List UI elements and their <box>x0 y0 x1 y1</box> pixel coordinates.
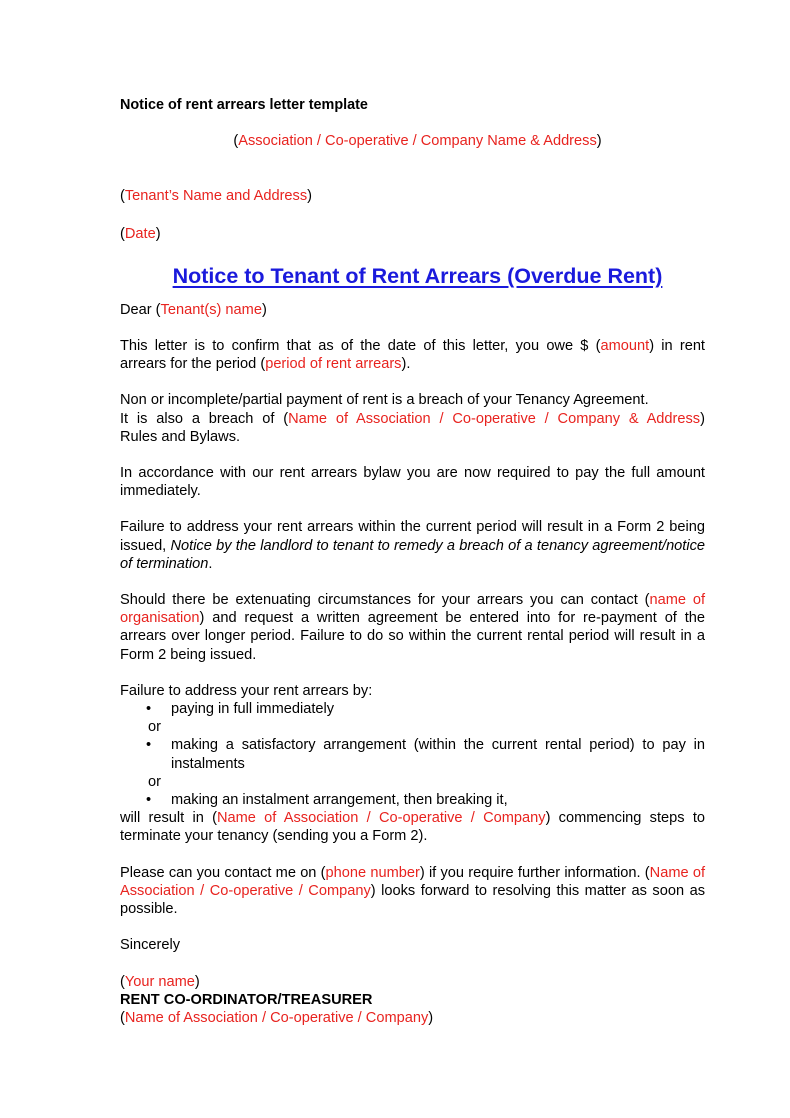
para2-text-b: ) <box>700 410 705 427</box>
or-connector: or <box>148 773 161 790</box>
list-item <box>120 700 705 718</box>
or-connector: or <box>148 719 161 736</box>
contact-text-c: ) looks forward to resolving this matter as soon as possible. <box>120 882 705 918</box>
para5-text-a: Should there be extenuating circumstances for your arrears you can contact ( <box>120 592 650 609</box>
letter-page <box>120 96 705 1027</box>
bullet-icon: • <box>146 701 152 718</box>
signature-assoc-line: (Name of Association / Co-operative / Company) <box>120 1009 434 1026</box>
para2-line3: Rules and Bylaws. <box>120 428 241 445</box>
bullet-icon: • <box>146 737 152 754</box>
signer-role: RENT CO-ORDINATOR/TREASURER <box>120 991 373 1008</box>
para2-line1: Non or incomplete/partial payment of rent is a breach of your Tenancy Agreement. <box>120 392 649 409</box>
list-item-text: making a satisfactory arrangement (within the current rental period) to pay in instalments <box>171 737 705 772</box>
para1-text-c: arrears for the period ( <box>120 356 266 373</box>
failure-intro: Failure to address your rent arrears by: <box>120 682 373 699</box>
salutation-suffix: ) <box>261 301 267 318</box>
failure-list <box>120 700 705 809</box>
bullet-icon: • <box>146 792 152 809</box>
paragraph-bylaw: In accordance with our rent arrears bylaw you are now required to pay the full amount immediately. <box>120 465 705 500</box>
template-title: Notice of rent arrears letter template <box>120 97 368 113</box>
para1-text-d: ). <box>401 356 411 373</box>
paragraph-breach <box>120 391 705 446</box>
organisation-placeholder: name of organisation <box>120 592 705 627</box>
closing: Sincerely <box>120 937 181 954</box>
paragraph-contact <box>120 864 705 919</box>
sender-address-line: (Association / Co-operative / Company Name & Address) <box>233 133 602 150</box>
salutation-prefix: Dear ( <box>120 301 161 318</box>
para4-text: Failure to address your rent arrears within the current period will result in a Form 2 being issued, <box>120 519 705 554</box>
assoc-placeholder: Name of Association / Co-operative / Company & Address <box>288 410 701 427</box>
para4-end: . <box>208 555 213 572</box>
paragraph-failure <box>120 682 705 846</box>
list-item <box>120 791 705 809</box>
signer-assoc-placeholder: Name of Association / Co-operative / Company <box>124 1009 429 1026</box>
paragraph-amount-owed <box>120 337 705 373</box>
signature-name-line: (Your name) <box>120 973 200 990</box>
recipient-address-line: (Tenant’s Name and Address) <box>120 188 313 205</box>
recipient-address-placeholder: Tenant’s Name and Address <box>124 188 308 205</box>
sender-address-placeholder: Association / Co-operative / Company Name & Address <box>238 133 597 150</box>
date-placeholder: Date <box>124 225 156 242</box>
paragraph-form2 <box>120 518 705 573</box>
phone-placeholder: phone number <box>325 864 420 881</box>
list-item-text: paying in full immediately <box>171 701 335 718</box>
para5-text-b: ) and request a written agreement be entered into for re-payment of the arrears over longer period. Failure to do so within the current rental period will result in a Form 2 being issued. <box>120 610 705 663</box>
assoc-placeholder: Name of Association / Co-operative / Company <box>120 864 706 899</box>
tenant-name-placeholder: Tenant(s) name <box>160 301 262 318</box>
para2-text-a: It is also a breach of ( <box>120 410 289 427</box>
signer-name-placeholder: Your name <box>124 973 195 990</box>
list-item-text: making an instalment arrangement, then breaking it, <box>171 792 508 809</box>
para1-text-a: This letter is to confirm that as of the date of this letter, you owe $ ( <box>120 338 601 355</box>
letter-heading: Notice to Tenant of Rent Arrears (Overdue Rent) <box>172 263 663 288</box>
salutation <box>120 301 705 319</box>
assoc-placeholder: Name of Association / Co-operative / Company <box>216 810 546 827</box>
period-placeholder: period of rent arrears <box>265 356 402 373</box>
paragraph-extenuating <box>120 591 705 664</box>
para1-text-b: ) in rent <box>649 338 705 355</box>
amount-placeholder: amount <box>600 338 650 355</box>
list-item <box>120 736 705 772</box>
date-line: (Date) <box>120 225 161 242</box>
failure-outro-a: will result in ( <box>120 810 217 827</box>
contact-text-a: Please can you contact me on ( <box>120 864 326 881</box>
signature-block <box>120 973 705 1028</box>
para4-italic: Notice by the landlord to tenant to remedy a breach of a tenancy agreement/notice of termination <box>120 537 706 572</box>
failure-outro-b: ) commencing steps to terminate your tenancy (sending you a Form 2). <box>120 810 705 845</box>
contact-text-b: ) if you require further information. ( <box>419 864 650 881</box>
